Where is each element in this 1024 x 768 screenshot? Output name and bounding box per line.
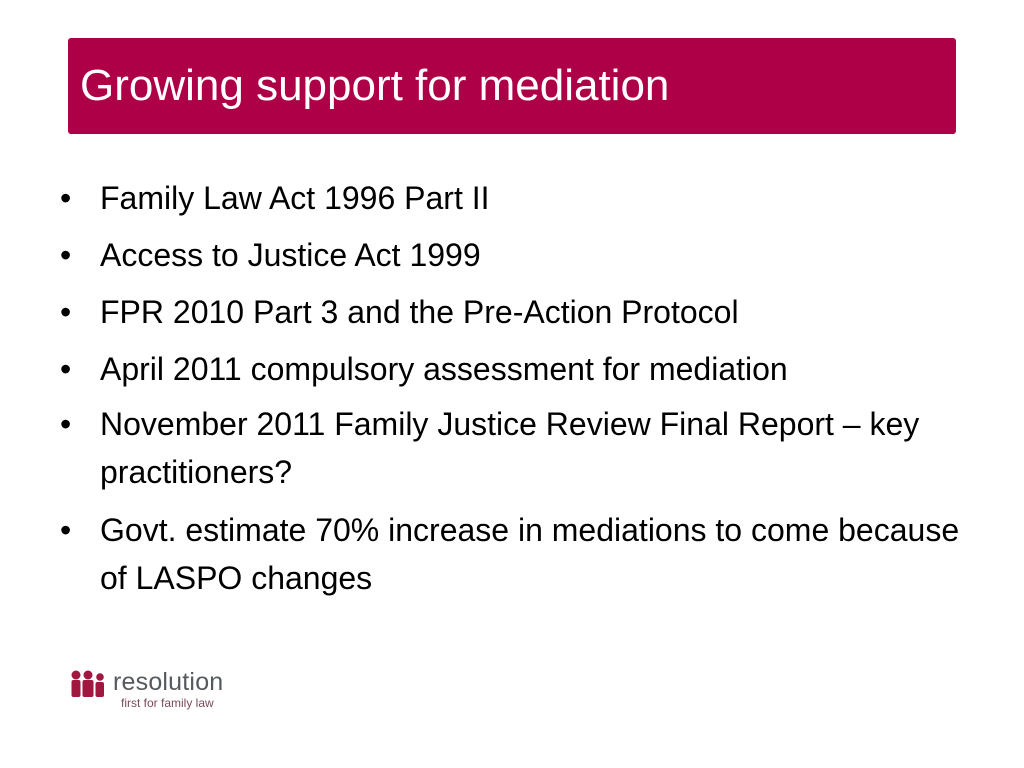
bullet-dot: • bbox=[60, 180, 72, 216]
bullet-text: November 2011 Family Justice Review Final Report – key practitioners? bbox=[100, 406, 920, 490]
bullet-dot: • bbox=[60, 237, 72, 273]
bullet-item bbox=[58, 400, 978, 496]
bullet-item bbox=[58, 506, 978, 602]
bullet-text: Govt. estimate 70% increase in mediations to come because of LASPO changes bbox=[100, 512, 960, 596]
logo-tagline: first for family law bbox=[121, 696, 214, 710]
resolution-logo bbox=[68, 668, 238, 716]
bullet-item bbox=[58, 172, 978, 225]
slide-title: Growing support for mediation bbox=[80, 61, 670, 110]
people-group-icon bbox=[68, 670, 108, 698]
logo-wordmark: resolution bbox=[113, 668, 224, 696]
bullet-item bbox=[58, 229, 978, 282]
title-bar bbox=[68, 38, 956, 134]
bullet-text: FPR 2010 Part 3 and the Pre-Action Protocol bbox=[100, 294, 739, 330]
bullet-text: Family Law Act 1996 Part II bbox=[100, 180, 490, 216]
bullet-item bbox=[58, 343, 978, 396]
bullet-dot: • bbox=[60, 294, 72, 330]
bullet-list bbox=[58, 172, 978, 612]
bullet-text: April 2011 compulsory assessment for mediation bbox=[100, 351, 788, 387]
bullet-dot: • bbox=[60, 406, 72, 442]
bullet-dot: • bbox=[60, 351, 72, 387]
bullet-item bbox=[58, 286, 978, 339]
bullet-text: Access to Justice Act 1999 bbox=[100, 237, 481, 273]
bullet-dot: • bbox=[60, 512, 72, 548]
